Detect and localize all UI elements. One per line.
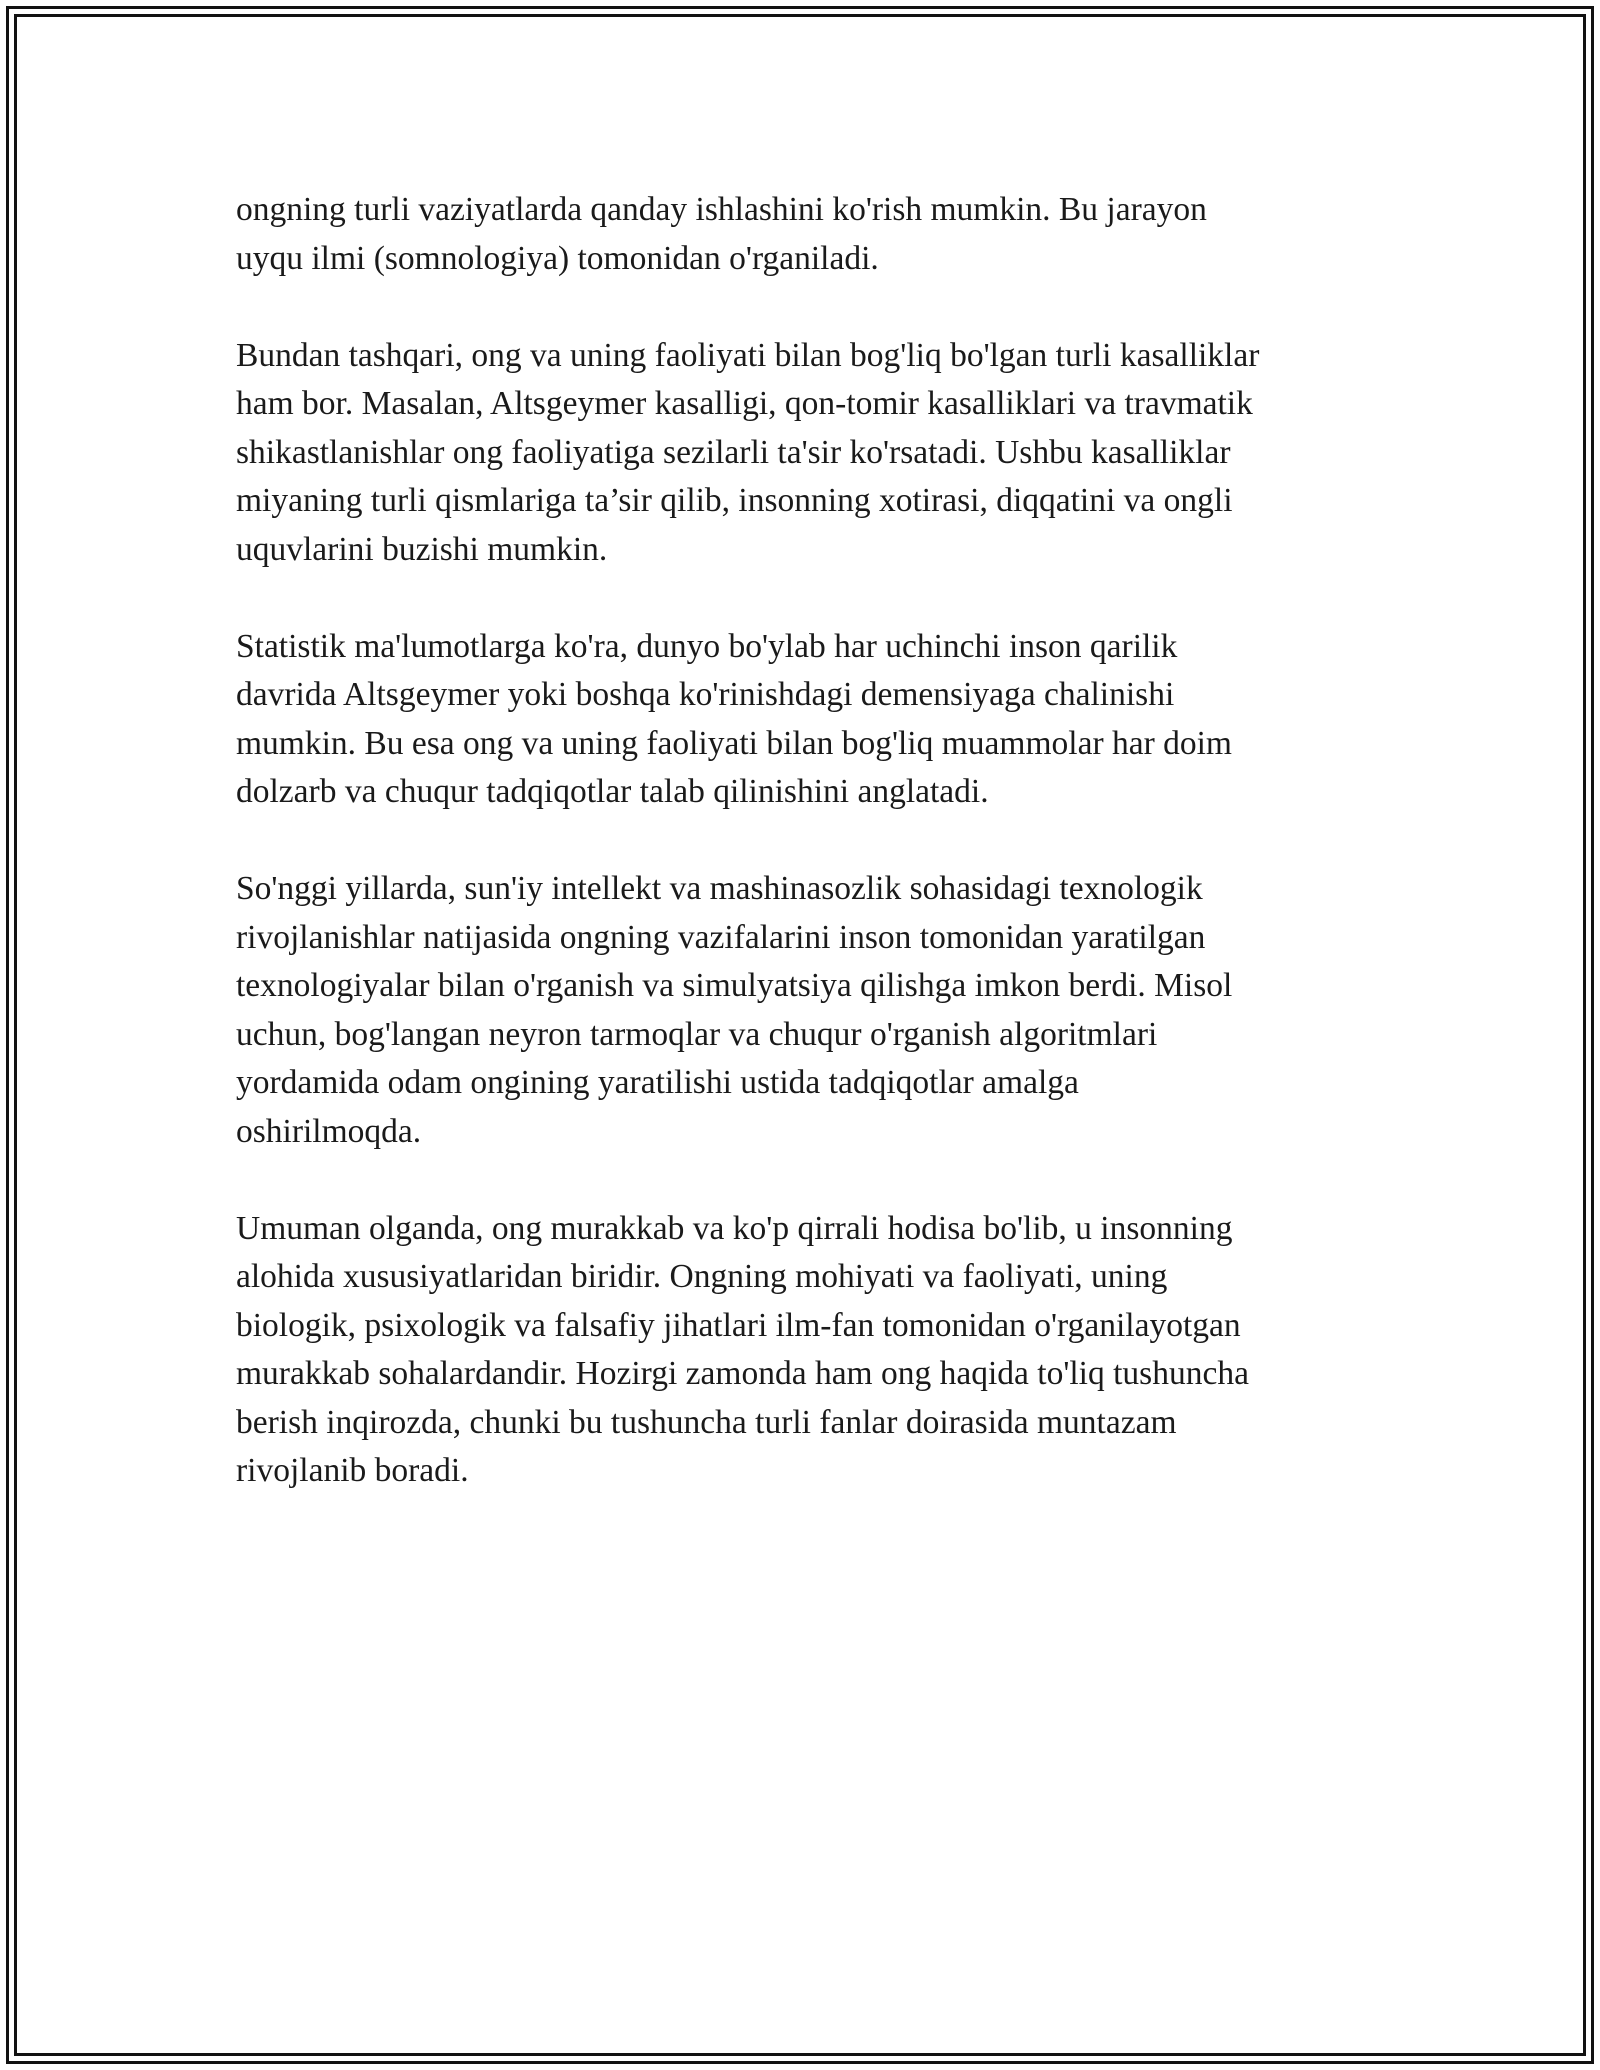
document-body <box>236 186 1386 1544</box>
paragraph-3: Statistik ma'lumotlarga ko'ra, dunyo bo'ylab har uchinchi inson qarilik davrida Altsgeymer yoki boshqa ko'rinishdagi demensiyaga chalinishi mumkin. Bu esa ong va uning faoliyati bilan bog'liq muammolar har doim dolzarb va chuqur tadqiqotlar talab qilinishini anglatadi. <box>236 627 1232 810</box>
paragraph-5: Umuman olganda, ong murakkab va ko'p qirrali hodisa bo'lib, u insonning alohida xususiyatlaridan biridir. Ongning mohiyati va faoliyati, uning biologik, psixologik va falsafiy jihatlari ilm-fan tomonidan o'rganilayotgan murakkab sohalardandir. Hozirgi zamonda ham ong haqida to'liq tushuncha berish inqirozda, chunki bu tushuncha turli fanlar doirasida muntazam rivojlanib boradi. <box>236 1209 1249 1489</box>
paragraph-4: So'nggi yillarda, sun'iy intellekt va mashinasozlik sohasidagi texnologik rivojlanishlar natijasida ongning vazifalarini inson tomonidan yaratilgan texnologiyalar bilan o'rganish va simulyatsiya qilishga imkon berdi. Misol uchun, bog'langan neyron tarmoqlar va chuqur o'rganish algoritmlari yordamida odam ongining yaratilishi ustida tadqiqotlar amalga oshirilmoqda. <box>236 870 1233 1150</box>
paragraph-2: Bundan tashqari, ong va uning faoliyati bilan bog'liq bo'lgan turli kasalliklar ham bor. Masalan, Altsgeymer kasalligi, qon-tomir kasalliklari va travmatik shikastlanishlar ong faoliyatiga sezilarli ta'sir ko'rsatadi. Ushbu kasalliklar miyaning turli qismlariga ta’sir qilib, insonning xotirasi, diqqatini va ongli uquvlarini buzishi mumkin. <box>236 336 1260 568</box>
paragraph-1: ongning turli vaziyatlarda qanday ishlashini ko'rish mumkin. Bu jarayon uyqu ilmi (somnologiya) tomonidan o'rganiladi. <box>236 191 1207 277</box>
